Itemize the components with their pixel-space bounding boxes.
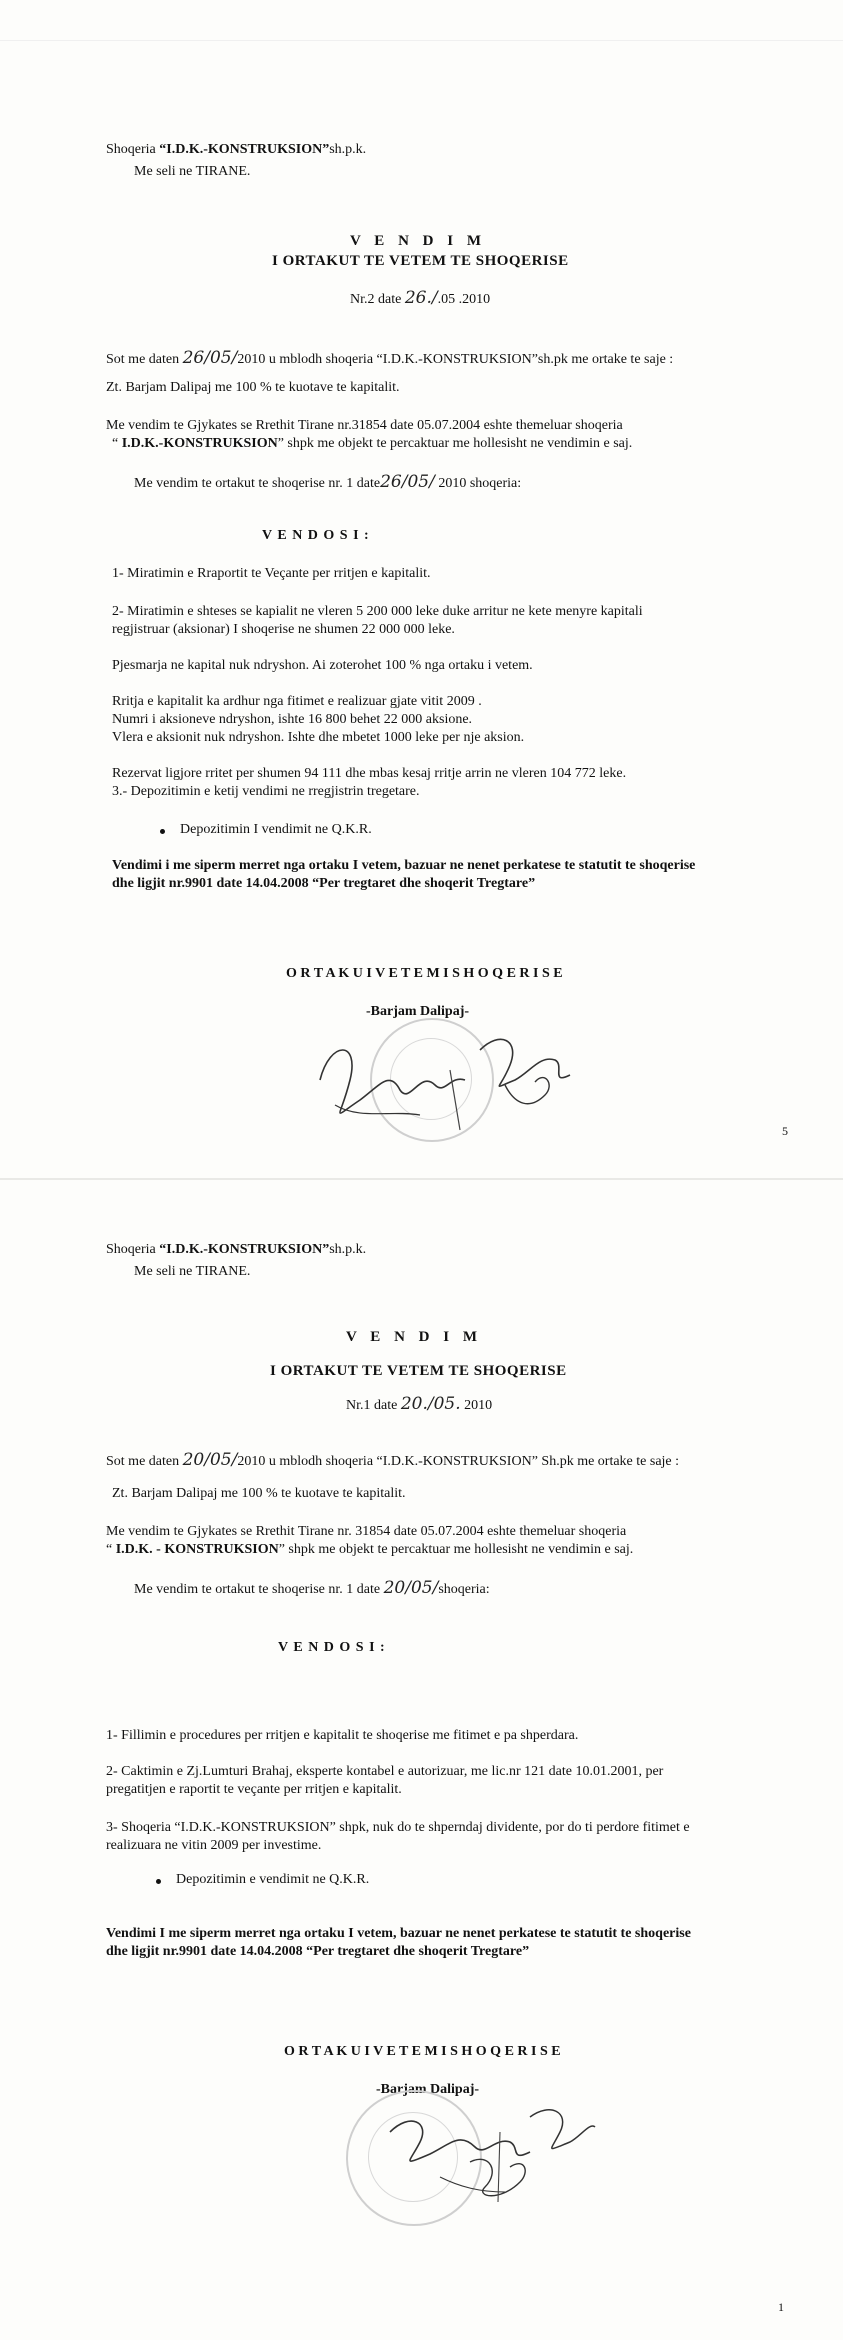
decision-item-2-cont: pregatitjen e raportit te veçante per rritjen e kapitalit. <box>106 1782 402 1797</box>
document-subtitle: I ORTAKUT TE VETEM TE SHOQERISE <box>272 253 569 269</box>
bullet-icon <box>156 1879 161 1884</box>
capital-source-line: Rritja e kapitalit ka ardhur nga fitimet e realizuar gjate vitit 2009 . <box>112 694 482 709</box>
shares-count-line: Numri i aksioneve ndryshon, ishte 16 800 behet 22 000 aksione. <box>112 712 473 727</box>
meeting-line: Sot me daten 26/05/2010 u mblodh shoqeria “I.D.K.-KONSTRUKSION”sh.pk me ortake te saje : <box>106 348 674 368</box>
decision-number: Nr.2 date 26./.05 .2010 <box>350 288 491 308</box>
court-decision-line: Me vendim te Gjykates se Rrethit Tirane nr. 31854 date 05.07.2004 eshte themeluar shoqeria <box>106 1524 627 1539</box>
company-header: Shoqeria “I.D.K.-KONSTRUKSION”sh.p.k. <box>106 1242 367 1257</box>
closing-statement: Vendimi i me siperm merret nga ortaku I vetem, bazuar ne nenet perkatese te statutit te shoqerise <box>112 858 696 873</box>
signature-image <box>380 2092 600 2212</box>
document-title: V E N D I M <box>346 1329 482 1345</box>
bullet-icon <box>160 829 165 834</box>
signer-title: O R T A K U I V E T E M I S H O Q E R I S E <box>284 2044 561 2059</box>
page-number: 5 <box>782 1124 788 1138</box>
partner-decision-line: Me vendim te ortakut te shoqerise nr. 1 date 20/05/shoqeria: <box>134 1578 490 1598</box>
capital-share-line: Pjesmarja ne kapital nuk ndryshon. Ai zoterohet 100 % nga ortaku i vetem. <box>112 658 533 673</box>
signer-name: -Barjam Dalipaj- <box>376 2082 480 2097</box>
decision-item-3: 3.- Depozitimin e ketij vendimi ne rregjistrin tregetare. <box>112 784 420 799</box>
company-header: Shoqeria “I.D.K.-KONSTRUKSION”sh.p.k. <box>106 142 367 157</box>
partner-line: Zt. Barjam Dalipaj me 100 % te kuotave te kapitalit. <box>106 380 400 395</box>
decision-item-2: 2- Miratimin e shteses se kapialit ne vleren 5 200 000 leke duke arritur ne kete menyre kapitali <box>112 604 643 619</box>
decision-item-3: 3- Shoqeria “I.D.K.-KONSTRUKSION” shpk, nuk do te shperndaj dividente, por do ti perdore fitimet e <box>106 1820 690 1835</box>
decision-number: Nr.1 date 20./05. 2010 <box>346 1394 493 1414</box>
decision-item-3-cont: realizuara ne vitin 2009 per investime. <box>106 1838 322 1853</box>
signer-title: O R T A K U I V E T E M I S H O Q E R I S E <box>286 966 563 981</box>
bullet-item: Depozitimin e vendimit ne Q.K.R. <box>176 1872 370 1887</box>
bullet-item: Depozitimin I vendimit ne Q.K.R. <box>180 822 372 837</box>
page-number: 1 <box>778 2300 784 2314</box>
share-value-line: Vlera e aksionit nuk ndryshon. Ishte dhe mbetet 1000 leke per nje aksion. <box>112 730 525 745</box>
meeting-line: Sot me daten 20/05/2010 u mblodh shoqeria “I.D.K.-KONSTRUKSION” Sh.pk me ortake te saje : <box>106 1450 680 1470</box>
partner-decision-line: Me vendim te ortakut te shoqerise nr. 1 date26/05/ 2010 shoqeria: <box>134 472 522 492</box>
company-seat: Me seli ne TIRANE. <box>134 164 251 179</box>
closing-statement-cont: dhe ligjit nr.9901 date 14.04.2008 “Per tregtaret dhe shoqerit Tregtare” <box>112 876 536 891</box>
document-page-2 <box>0 1180 843 2340</box>
decides-heading: V E N D O S I : <box>262 528 370 543</box>
decision-item-1: 1- Fillimin e procedures per rritjen e kapitalit te shoqerise me fitimet e pa shperdara. <box>106 1728 579 1743</box>
signer-name: -Barjam Dalipaj- <box>366 1004 470 1019</box>
closing-statement: Vendimi I me siperm merret nga ortaku I vetem, bazuar ne nenet perkatese te statutit te shoqerise <box>106 1926 691 1941</box>
decision-item-2: 2- Caktimin e Zj.Lumturi Brahaj, eksperte kontabel e autorizuar, me lic.nr 121 date 10.01.2001, per <box>106 1764 664 1779</box>
partner-line: Zt. Barjam Dalipaj me 100 % te kuotave te kapitalit. <box>112 1486 406 1501</box>
closing-statement-cont: dhe ligjit nr.9901 date 14.04.2008 “Per tregtaret dhe shoqerit Tregtare” <box>106 1944 530 1959</box>
court-decision-line: Me vendim te Gjykates se Rrethit Tirane nr.31854 date 05.07.2004 eshte themeluar shoqeria <box>106 418 623 433</box>
decides-heading: V E N D O S I : <box>278 1640 386 1655</box>
document-title: V E N D I M <box>350 233 486 249</box>
decision-item-2-cont: regjistruar (aksionar) I shoqerise ne shumen 22 000 000 leke. <box>112 622 455 637</box>
document-subtitle: I ORTAKUT TE VETEM TE SHOQERISE <box>270 1363 567 1379</box>
decision-item-1: 1- Miratimin e Rraportit te Veçante per rritjen e kapitalit. <box>112 566 431 581</box>
signature-image <box>300 1010 590 1140</box>
legal-reserve-line: Rezervat ligjore rritet per shumen 94 111 dhe mbas kesaj rritje arrin ne vleren 104 772 leke. <box>112 766 627 781</box>
company-seat: Me seli ne TIRANE. <box>134 1264 251 1279</box>
company-object-line: “ I.D.K.-KONSTRUKSION” shpk me objekt te percaktuar me hollesisht ne vendimin e saj. <box>112 436 633 451</box>
company-object-line: “ I.D.K. - KONSTRUKSION” shpk me objekt te percaktuar me hollesisht ne vendimin e saj. <box>106 1542 634 1557</box>
